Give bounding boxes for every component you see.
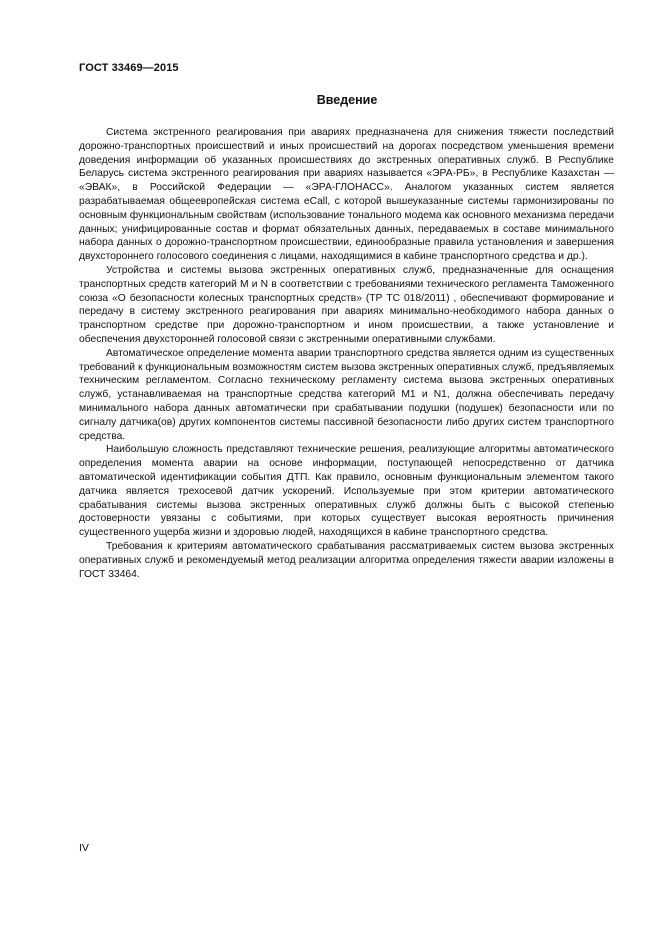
paragraph: Требования к критериям автоматического срабатывания рассматриваемых систем вызова экстренных оперативных служб и рекомендуемый метод реализации алгоритма определения тяжести аварии изложены в ГОСТ 33464. (79, 540, 614, 580)
paragraph: Автоматическое определение момента аварии транспортного средства является одним из существенных требований к функциональным возможностям систем вызова экстренных оперативных служб, предъявляемых техническим регламентом. Согласно техническому регламенту система вызова экстренных оперативных служб, устанавливаемая на транспортные средства категорий M1 и N1, должна обеспечивать передачу минимального набора данных автоматически при срабатывании подушки (подушек) безопасности или по сигналу датчика(ов) других компонентов системы пассивной безопасности либо других систем транспортного средства. (79, 347, 614, 442)
paragraph: Система экстренного реагирования при авариях предназначена для снижения тяжести последствий дорожно-транспортных происшествий и иных происшествий на дорогах посредством уменьшения времени доведения информации об указанных происшествиях до экстренных оперативных служб. В Республике Беларусь система экстренного реагирования при авариях называется «ЭРА-РБ», в Республике Казахстан — «ЭВАК», в Российской Федерации — «ЭРА-ГЛОНАСС». Аналогом указанных систем является разрабатываемая общеевропейская система eCall, с которой вышеуказанные системы гармонизированы по основным функциональным свойствам (использование тонального модема как основного механизма передачи данных; унифицированные состав и формат обязательных данных, передаваемых в составе минимального набора данных о дорожно-транспортном происшествии, единообразные правила установления и завершения двухстороннего голосового соединения с лицами, находящимися в кабине транспортного средства и др.). (79, 127, 614, 263)
paragraph: Наибольшую сложность представляют технические решения, реализующие алгоритмы автоматического определения момента аварии на основе информации, поступающей непосредственно от датчика автоматической идентификации события ДТП. Как правило, основным функциональным элементом такого датчика является трехосевой датчик ускорений. Используемые при этом критерии автоматического срабатывания системы вызова экстренных оперативных служб должны быть с высокой степенью достоверности увязаны с событиями, при которых существует высокая вероятность причинения существенного ущерба жизни и здоровью людей, находящихся в кабине транспортного средства. (79, 444, 614, 539)
section-title: Введение (316, 93, 378, 107)
introduction-body (79, 126, 614, 581)
page-number: IV (79, 842, 89, 854)
paragraph: Устройства и системы вызова экстренных оперативных служб, предназначенные для оснащения транспортных средств категорий М и N в соответствии с требованиями технического регламента Таможенного союза «О безопасности колесных транспортных средств» (ТР ТС 018/2011) , обеспечивают формирование и передачу в систему экстренного реагирования при авариях минимально-необходимого набора данных о транспортном средстве при дорожно-транспортном и ином происшествии, а также установление и обеспечения двухсторонней голосовой связи с экстренными оперативными службами. (79, 264, 614, 345)
document-header: ГОСТ 33469—2015 (79, 62, 179, 74)
